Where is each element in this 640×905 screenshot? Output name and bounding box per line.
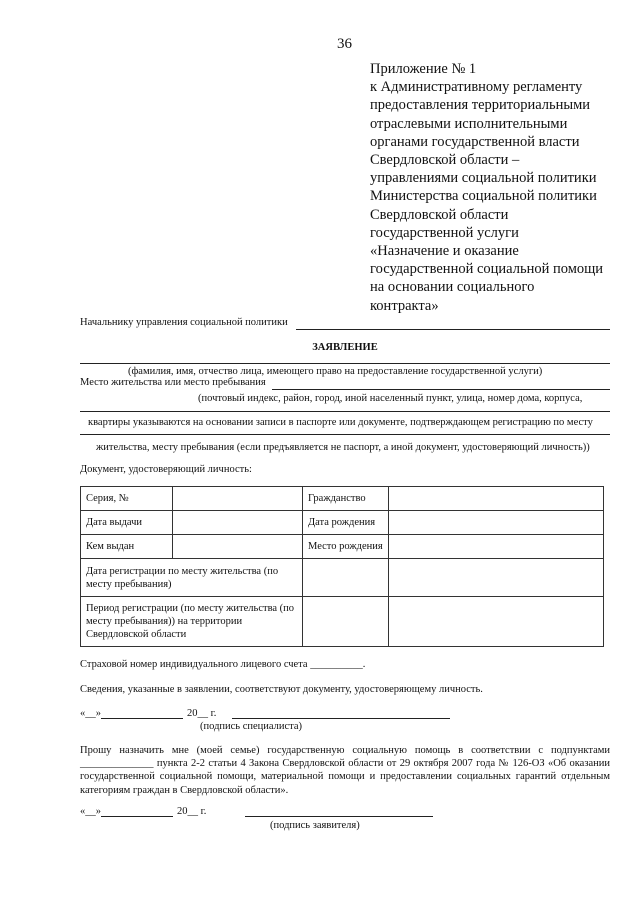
residence-caption: жительства, месту пребывания (если предъявляется не паспорт, а иной документ, удостоверяющий личность)) [96, 442, 590, 453]
annex-line: «Назначение и оказание [370, 243, 519, 260]
annex-line: Свердловской области – [370, 152, 520, 169]
registration-period-label: Период регистрации (по месту жительства (по месту пребывания)) на территории Свердловской области [81, 597, 303, 647]
applicant-date-field[interactable] [101, 816, 173, 817]
residence-label: Место жительства или место пребывания [80, 377, 266, 388]
annex-line: государственной услуги [370, 224, 519, 241]
citizenship-cell[interactable] [389, 487, 604, 511]
addressee-label: Начальнику управления социальной политики [80, 317, 288, 328]
address-field-2[interactable] [80, 434, 610, 435]
birth-place-label: Место рождения [303, 535, 389, 559]
id-doc-table [80, 486, 604, 647]
address-caption: (почтовый индекс, район, город, иной населенный пункт, улица, номер дома, корпуса, [198, 393, 583, 404]
applicant-signature-field[interactable] [245, 816, 433, 817]
issued-by-label: Кем выдан [81, 535, 173, 559]
series-cell[interactable] [173, 487, 303, 511]
fio-caption: (фамилия, имя, отчество лица, имеющего право на предоставление государственной услуги) [128, 366, 543, 377]
annex-header [370, 60, 632, 315]
birth-date-label: Дата рождения [303, 511, 389, 535]
specialist-date-open: «__» [80, 708, 101, 719]
snils-label: Страховой номер индивидуального лицевого счета [80, 659, 308, 670]
annex-line: Министерства социальной политики [370, 188, 597, 205]
registration-date-label: Дата регистрации по месту жительства (по месту пребывания) [81, 559, 303, 597]
snils-row [80, 659, 365, 670]
annex-line: контракта» [370, 297, 439, 314]
address-field[interactable] [80, 411, 610, 412]
issue-date-label: Дата выдачи [81, 511, 173, 535]
annex-line: Приложение № 1 [370, 61, 477, 77]
annex-line: Свердловской области [370, 206, 509, 223]
registration-period-extra[interactable] [389, 597, 604, 647]
registration-period-cell[interactable] [303, 597, 389, 647]
specialist-date-field[interactable] [101, 718, 183, 719]
birth-date-cell[interactable] [389, 511, 604, 535]
apartment-caption: квартиры указываются на основании записи в паспорте или документе, подтверждающем регистрацию по месту [88, 417, 593, 428]
annex-line: органами государственной власти [370, 133, 580, 150]
page-number: 36 [337, 36, 352, 52]
annex-line: на основании социального [370, 279, 535, 296]
specialist-signature-field[interactable] [232, 718, 450, 719]
annex-line: отраслевыми исполнительными [370, 115, 568, 132]
series-label: Серия, № [81, 487, 173, 511]
specialist-year: 20__ г. [187, 708, 217, 719]
id-doc-label: Документ, удостоверяющий личность: [80, 464, 252, 475]
annex-line: государственной социальной помощи [370, 261, 604, 278]
fio-field[interactable] [80, 363, 610, 364]
form-title: ЗАЯВЛЕНИЕ [312, 342, 378, 353]
applicant-year: 20__ г. [177, 806, 207, 817]
residence-field[interactable] [272, 389, 610, 390]
citizenship-label: Гражданство [303, 487, 389, 511]
applicant-date-open: «__» [80, 806, 101, 817]
registration-date-cell[interactable] [303, 559, 389, 597]
issued-by-cell[interactable] [173, 535, 303, 559]
addressee-field[interactable] [296, 329, 610, 330]
specialist-caption: (подпись специалиста) [200, 721, 303, 732]
annex-line: к Административному регламенту [370, 79, 583, 96]
birth-place-cell[interactable] [389, 535, 604, 559]
annex-line: управлениями социальной политики [370, 170, 597, 187]
applicant-caption: (подпись заявителя) [270, 820, 360, 831]
request-text: Прошу назначить мне (моей семье) государственную социальную помощь в соответствии с подпунктами ______________ пункта 2-2 статьи 4 Закона Свердловской области от 29 октября 2007 года № 126-ОЗ «Об оказании государственной социальной помощи, материальной помощи и предоставлении социальных гарантий отдельным категориям граждан в Свердловской области». [80, 745, 610, 796]
registration-date-extra[interactable] [389, 559, 604, 597]
issue-date-cell[interactable] [173, 511, 303, 535]
snils-field[interactable]: __________. [310, 659, 366, 670]
confirm-text: Сведения, указанные в заявлении, соответствуют документу, удостоверяющему личность. [80, 684, 483, 695]
annex-line: предоставления территориальными [370, 97, 591, 114]
